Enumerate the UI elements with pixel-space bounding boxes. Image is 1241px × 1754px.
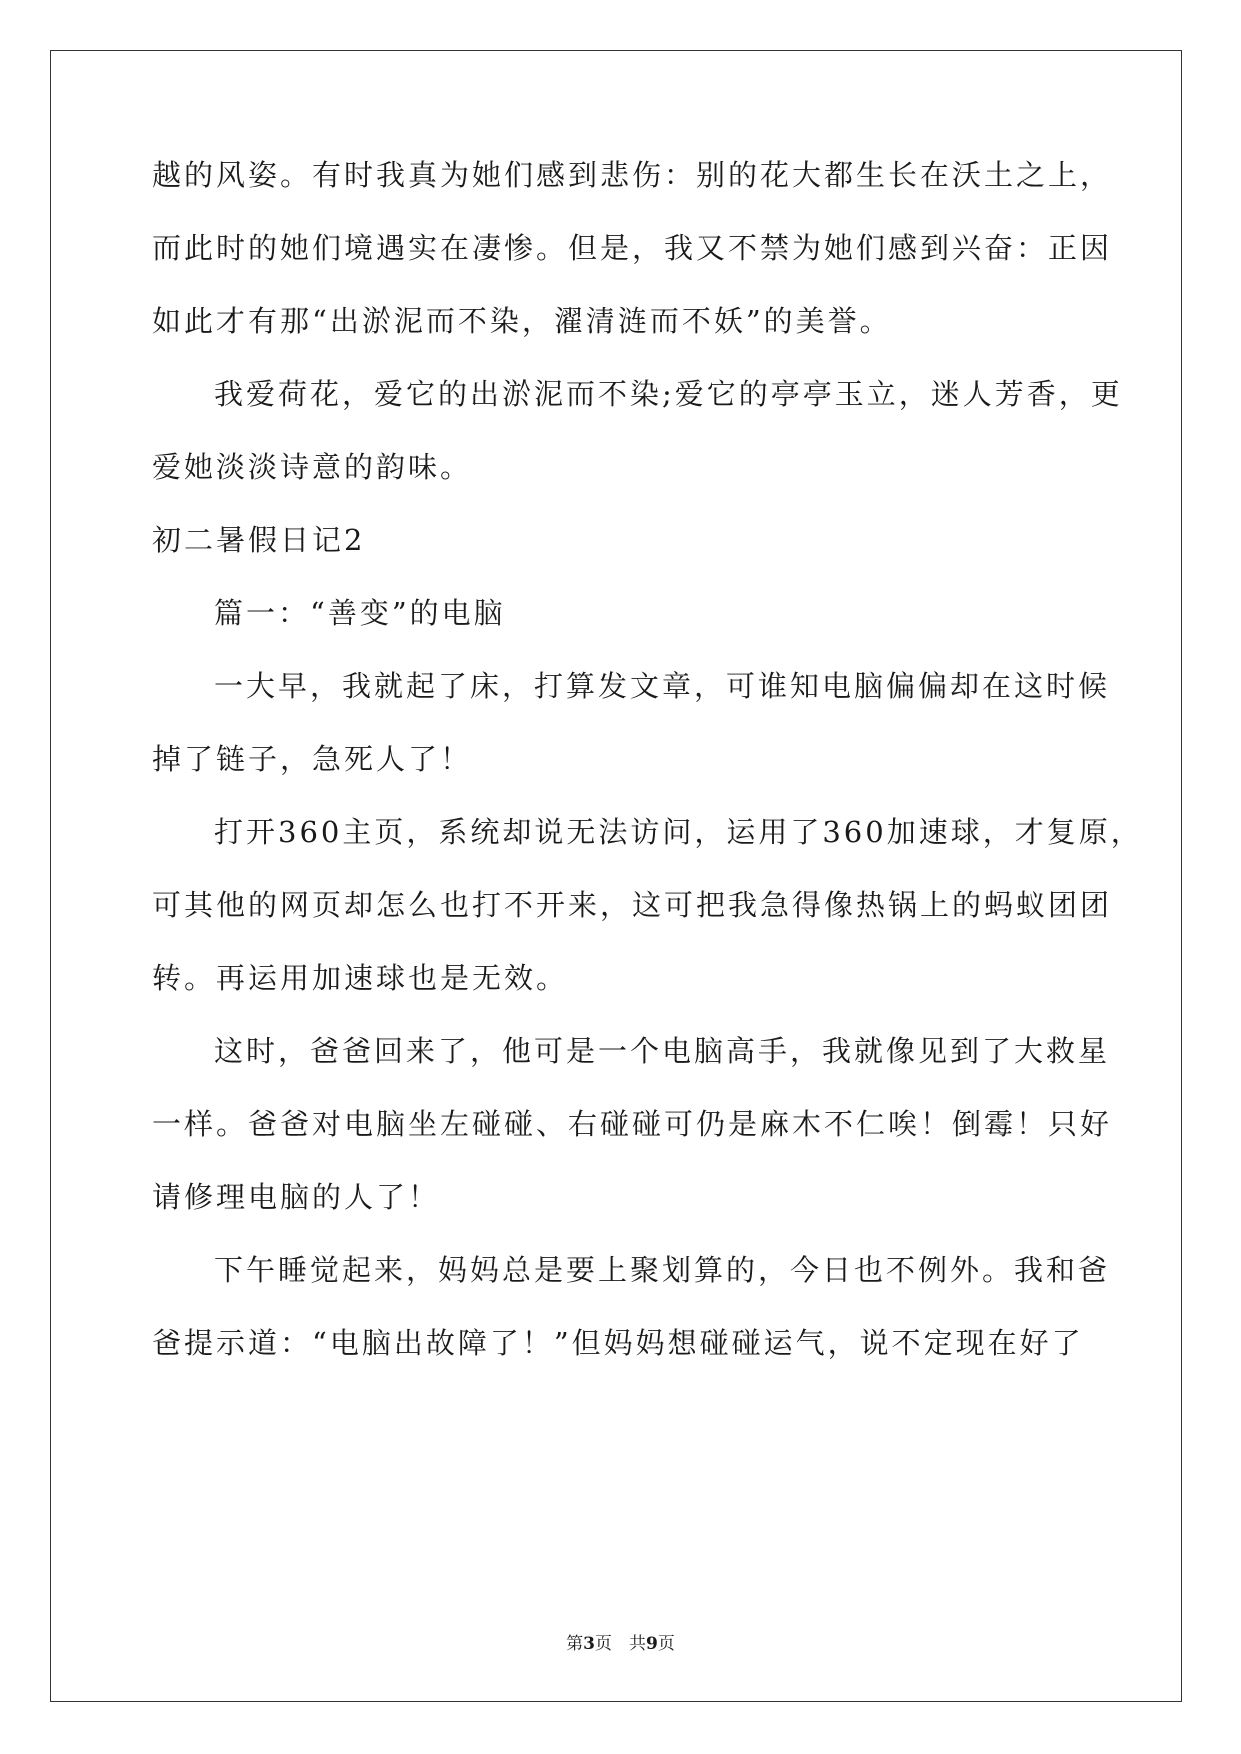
text-line: 一大早，我就起了床，打算发文章，可谁知电脑偏偏却在这时候 bbox=[214, 669, 1111, 703]
article-title: 篇一：“善变”的电脑 bbox=[214, 596, 506, 630]
page-footer bbox=[0, 1632, 1241, 1656]
footer-prefix: 第 bbox=[566, 1634, 584, 1654]
text-line: 爸提示道：“电脑出故障了！”但妈妈想碰碰运气，说不定现在好了 bbox=[152, 1326, 1084, 1360]
current-page-number: 3 bbox=[583, 1634, 595, 1654]
text-line: 而此时的她们境遇实在凄惨。但是，我又不禁为她们感到兴奋：正因 bbox=[152, 231, 1113, 265]
text-line: 越的风姿。有时我真为她们感到悲伤：别的花大都生长在沃土之上， bbox=[152, 158, 1113, 192]
text-line: 如此才有那“出淤泥而不染，濯清涟而不妖”的美誉。 bbox=[152, 304, 892, 338]
page-border bbox=[50, 50, 1182, 1702]
text-line: 掉了链子，急死人了！ bbox=[152, 742, 473, 776]
text-line: 下午睡觉起来，妈妈总是要上聚划算的，今日也不例外。我和爸 bbox=[214, 1253, 1111, 1287]
text-line: 我爱荷花，爱它的出淤泥而不染;爱它的亭亭玉立，迷人芳香，更 bbox=[214, 377, 1123, 411]
text-line: 打开360主页，系统却说无法访问，运用了360加速球，才复原， bbox=[214, 815, 1143, 849]
total-page-number: 9 bbox=[646, 1634, 658, 1654]
text-line: 请修理电脑的人了！ bbox=[152, 1180, 441, 1214]
footer-mid: 页 共 bbox=[595, 1634, 646, 1654]
section-heading: 初二暑假日记2 bbox=[152, 523, 366, 557]
text-line: 一样。爸爸对电脑坐左碰碰、右碰碰可仍是麻木不仁唉！倒霉！只好 bbox=[152, 1107, 1113, 1141]
text-line: 爱她淡淡诗意的韵味。 bbox=[152, 450, 473, 484]
text-line: 这时，爸爸回来了，他可是一个电脑高手，我就像见到了大救星 bbox=[214, 1034, 1111, 1068]
footer-suffix: 页 bbox=[657, 1634, 675, 1654]
text-line: 转。再运用加速球也是无效。 bbox=[152, 961, 569, 995]
text-line: 可其他的网页却怎么也打不开来，这可把我急得像热锅上的蚂蚁团团 bbox=[152, 888, 1113, 922]
